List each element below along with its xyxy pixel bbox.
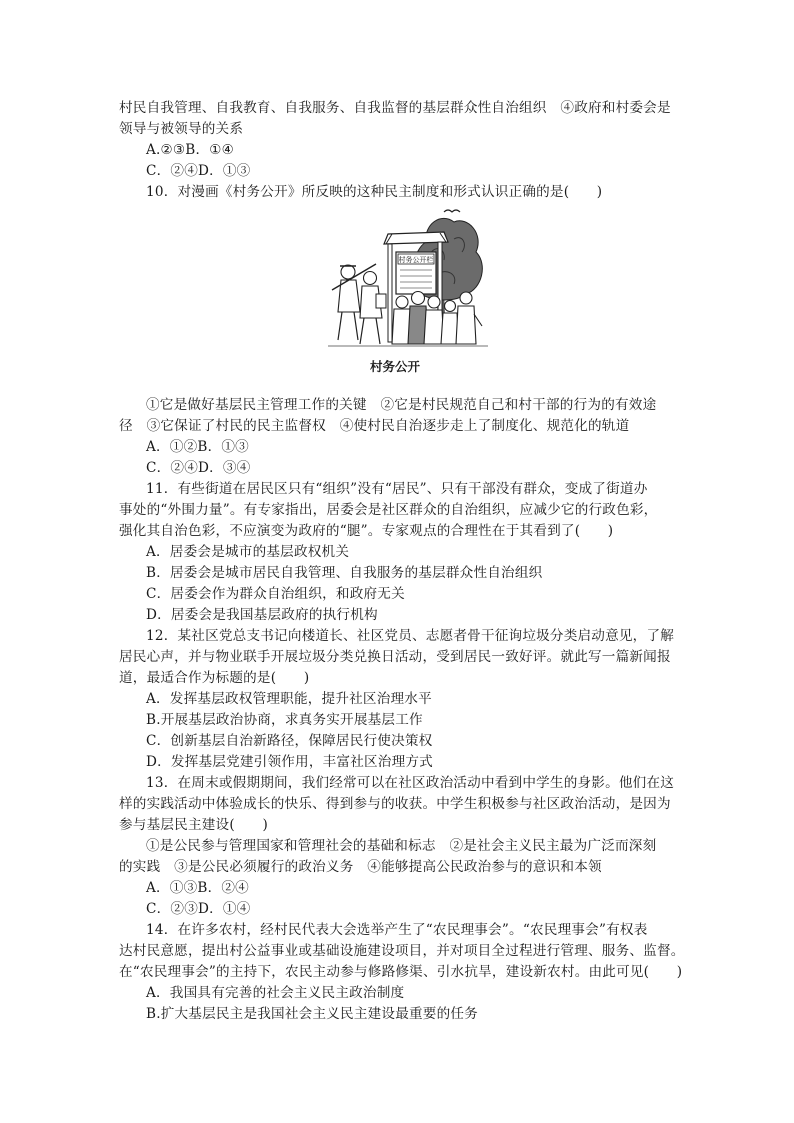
q14-option-a: A．我国具有完善的社会主义民主政治制度 bbox=[146, 985, 405, 1001]
q12-stem-line-1: 12．某社区党总支书记向楼道长、社区党员、志愿者骨干征询垃圾分类启动意见，了解 bbox=[146, 628, 675, 644]
q12-option-c: C．创新基层自治新路径，保障居民行使决策权 bbox=[146, 733, 433, 749]
q13-options-line-1: A．①③B．②④ bbox=[146, 880, 249, 896]
q11-option-a: A．居委会是城市的基层政权机关 bbox=[146, 544, 350, 560]
village-affairs-cartoon bbox=[326, 194, 490, 354]
q14-stem-line-2: 达村民意愿，提出村公益事业或基础设施建设项目，并对项目全过程进行管理、服务、监督。 bbox=[119, 943, 685, 959]
q10-statements-line-2: 径 ③它保证了村民的民主监督权 ④使村民自治逐步走上了制度化、规范化的轨道 bbox=[119, 418, 630, 434]
board-sign-text: 村务公开栏 bbox=[398, 256, 434, 264]
q14-option-b: B.扩大基层民主是我国社会主义民主建设最重要的任务 bbox=[146, 1006, 478, 1022]
q13-options-line-2: C．②③D．①④ bbox=[146, 901, 251, 917]
q13-statements-line-2: 的实践 ③是公民必须履行的政治义务 ④能够提高公民政治参与的意识和本领 bbox=[119, 859, 602, 875]
q9-stem-line-2: 领导与被领导的关系 bbox=[119, 121, 244, 137]
q11-option-b: B．居委会是城市居民自我管理、自我服务的基层群众性自治组织 bbox=[146, 565, 543, 581]
q12-option-b: B.开展基层政治协商，求真务实开展基层工作 bbox=[146, 712, 423, 728]
q11-stem-line-3: 强化其自治色彩，不应演变为政府的“腿”。专家观点的合理性在于其看到了( ) bbox=[119, 523, 614, 539]
q11-option-c: C．居委会作为群众自治组织，和政府无关 bbox=[146, 586, 405, 602]
q11-option-d: D．居委会是我国基层政府的执行机构 bbox=[146, 607, 378, 623]
q14-stem-line-1: 14．在许多农村，经村民代表大会选举产生了“农民理事会”。“农民理事会”有权表 bbox=[146, 922, 648, 938]
cartoon-caption: 村务公开 bbox=[370, 359, 421, 374]
q13-statements-line-1: ①是公民参与管理国家和管理社会的基础和标志 ②是社会主义民主最为广泛而深刻 bbox=[146, 838, 657, 854]
q13-stem-line-3: 参与基层民主建设( ) bbox=[119, 817, 268, 833]
q12-option-a: A．发挥基层政权管理职能，提升社区治理水平 bbox=[146, 691, 432, 707]
q13-stem-line-2: 样的实践活动中体验成长的快乐、得到参与的收获。中学生积极参与社区政治活动，是因为 bbox=[119, 796, 671, 812]
q9-options-line-2: C．②④D．①③ bbox=[146, 163, 251, 179]
q10-options-line-2: C．②④D．③④ bbox=[146, 460, 251, 476]
q12-stem-line-3: 道，最适合作为标题的是( ) bbox=[119, 670, 310, 686]
q12-option-d: D．发挥基层党建引领作用，丰富社区治理方式 bbox=[146, 754, 433, 770]
q11-stem-line-1: 11．有些街道在居民区只有“组织”没有“居民”、只有干部没有群众，变成了街道办 bbox=[146, 481, 648, 497]
q11-stem-line-2: 事处的“外围力量”。有专家指出，居委会是社区群众的自治组织，应减少它的行政色彩， bbox=[119, 502, 658, 518]
q9-stem-line-1: 村民自我管理、自我教育、自我服务、自我监督的基层群众性自治组织 ④政府和村委会是 bbox=[119, 100, 671, 116]
q14-stem-line-3: 在“农民理事会”的主持下，农民主动参与修路修渠、引水抗旱，建设新农村。由此可见( ) bbox=[119, 964, 683, 980]
q10-options-line-1: A．①②B．①③ bbox=[146, 439, 249, 455]
q12-stem-line-2: 居民心声，并与物业联手开展垃圾分类兑换日活动，受到居民一致好评。就此写一篇新闻报 bbox=[119, 649, 671, 665]
q10-statements-line-1: ①它是做好基层民主管理工作的关键 ②它是村民规范自己和村干部的行为的有效途 bbox=[146, 397, 657, 413]
q10-stem: 10．对漫画《村务公开》所反映的这种民主制度和形式认识正确的是( ) bbox=[146, 184, 603, 200]
q13-stem-line-1: 13．在周末或假期期间，我们经常可以在社区政治活动中看到中学生的身影。他们在这 bbox=[146, 775, 675, 791]
q9-options-line-1: A.②③B．①④ bbox=[146, 142, 235, 158]
